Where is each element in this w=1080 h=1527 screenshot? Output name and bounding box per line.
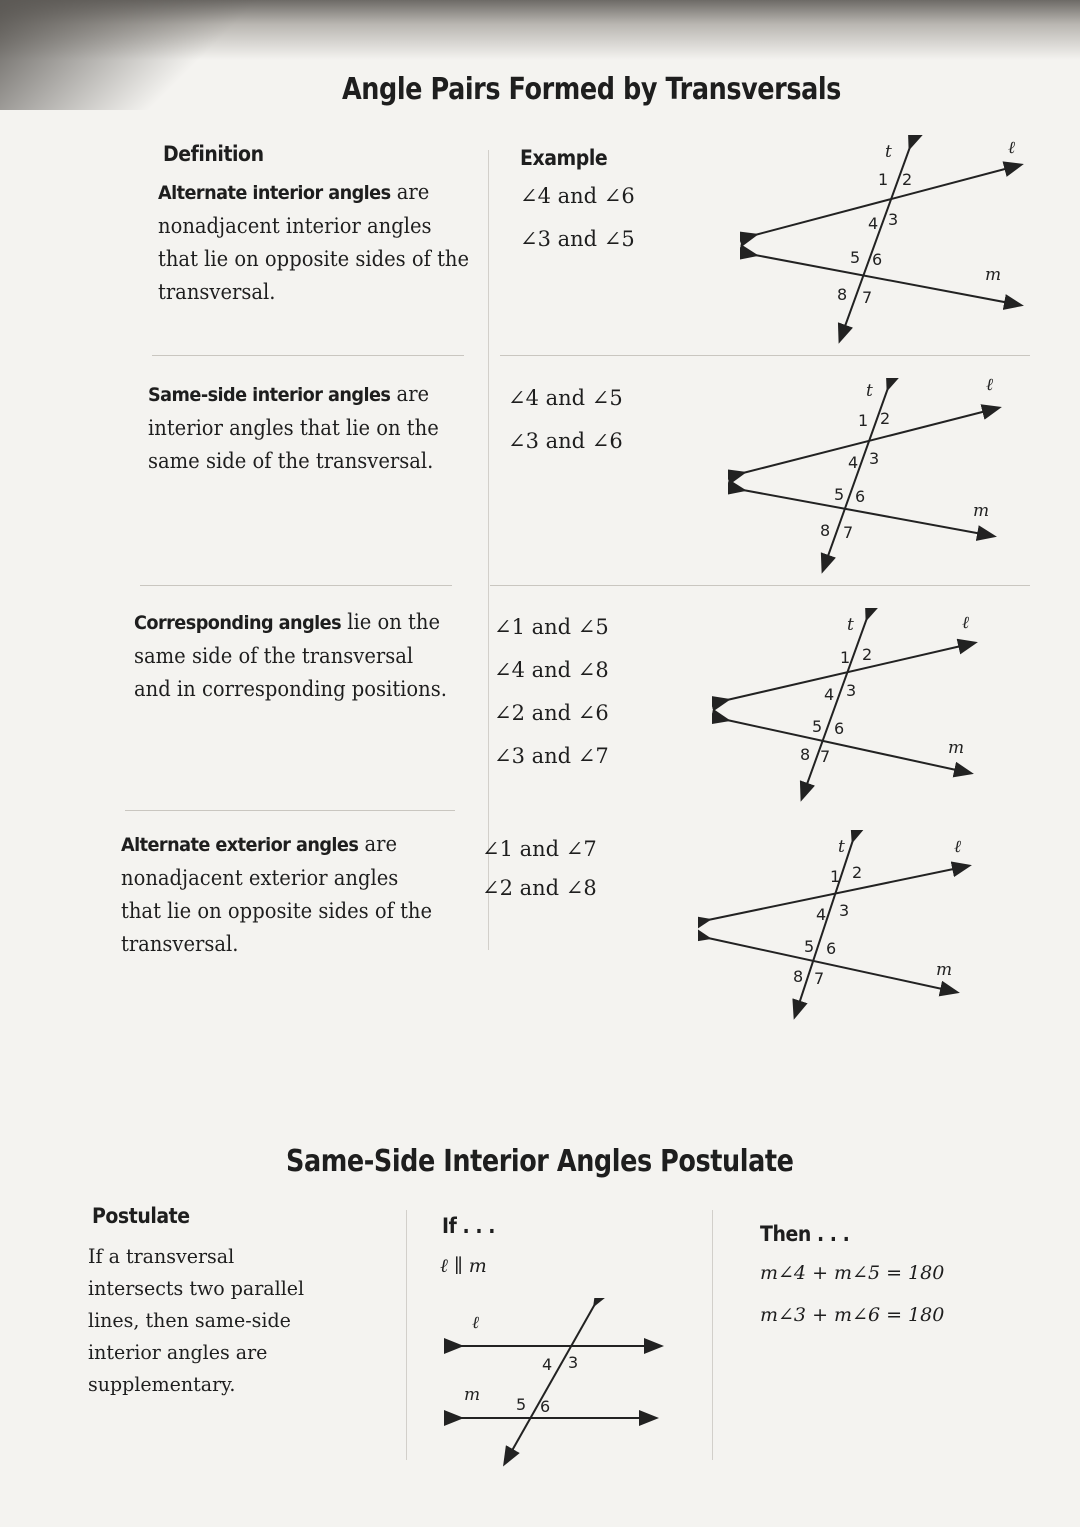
postulate-divider bbox=[406, 1210, 407, 1460]
angle-6: 6 bbox=[872, 250, 883, 269]
line-m bbox=[727, 720, 970, 773]
angle-4: 4 bbox=[542, 1355, 553, 1374]
angle-2: 2 bbox=[902, 170, 913, 189]
definition-text: are nonadjacent exterior angles that lie on opposite sides of the transversal. bbox=[121, 832, 433, 956]
if-header: If . . . bbox=[442, 1214, 495, 1238]
label-l: ℓ bbox=[472, 1313, 480, 1333]
transversal-t bbox=[802, 618, 867, 798]
label-t: t bbox=[866, 381, 873, 401]
angle-7: 7 bbox=[820, 747, 831, 766]
angle-6: 6 bbox=[834, 719, 845, 738]
row-divider bbox=[500, 355, 1030, 356]
definition-same-side-interior bbox=[148, 378, 464, 478]
definition-alternate-exterior bbox=[121, 828, 437, 961]
line-m bbox=[755, 255, 1020, 305]
angle-8: 8 bbox=[793, 967, 804, 986]
label-l: ℓ bbox=[954, 837, 962, 857]
row-divider bbox=[152, 355, 464, 356]
label-t: t bbox=[847, 615, 854, 635]
transversal bbox=[505, 1304, 595, 1463]
example-pair: ∠2 and ∠6 bbox=[494, 701, 609, 725]
angle-8: 8 bbox=[820, 521, 831, 540]
angle-4: 4 bbox=[824, 685, 835, 704]
angle-6: 6 bbox=[826, 939, 837, 958]
angle-2: 2 bbox=[862, 645, 873, 664]
example-corresponding bbox=[494, 606, 609, 778]
angle-4: 4 bbox=[848, 453, 859, 472]
example-header: Example bbox=[520, 146, 608, 170]
row-divider bbox=[140, 585, 452, 586]
angle-3: 3 bbox=[869, 449, 880, 468]
row-divider bbox=[490, 585, 1030, 586]
angle-3: 3 bbox=[839, 901, 850, 920]
angle-4: 4 bbox=[816, 905, 827, 924]
example-alternate-exterior bbox=[482, 828, 597, 910]
example-pair: ∠1 and ∠7 bbox=[482, 837, 597, 861]
angle-5: 5 bbox=[834, 485, 845, 504]
label-m: m bbox=[973, 501, 990, 521]
label-t: t bbox=[838, 837, 845, 857]
angle-3: 3 bbox=[846, 681, 857, 700]
label-l: ℓ bbox=[1008, 138, 1016, 158]
example-same-side-interior bbox=[508, 377, 623, 463]
postulate-divider bbox=[712, 1210, 713, 1460]
angle-8: 8 bbox=[837, 285, 848, 304]
angle-2: 2 bbox=[852, 863, 863, 882]
definition-alternate-interior bbox=[158, 176, 474, 309]
angle-4: 4 bbox=[868, 214, 879, 233]
angle-5: 5 bbox=[850, 248, 861, 267]
page-corner-shadow bbox=[0, 0, 260, 110]
example-pair: ∠4 and ∠8 bbox=[494, 658, 609, 682]
example-pair: ∠1 and ∠5 bbox=[494, 615, 609, 639]
transversal-diagram-1 bbox=[740, 135, 1040, 350]
definition-header: Definition bbox=[163, 142, 264, 166]
row-divider bbox=[125, 810, 455, 811]
parallel-lines-diagram bbox=[440, 1298, 680, 1468]
angle-3: 3 bbox=[888, 210, 899, 229]
example-pair: ∠4 and ∠5 bbox=[508, 386, 623, 410]
transversal-t bbox=[840, 147, 913, 340]
angle-1: 1 bbox=[840, 648, 851, 667]
label-m: m bbox=[985, 265, 1002, 285]
transversal-diagram-4 bbox=[698, 830, 978, 1020]
result-equation: m∠4 + m∠5 = 180 bbox=[760, 1262, 945, 1284]
definition-corresponding bbox=[134, 606, 450, 706]
label-m: m bbox=[948, 738, 965, 758]
angle-8: 8 bbox=[800, 745, 811, 764]
label-m: m bbox=[936, 960, 953, 980]
angle-6: 6 bbox=[540, 1397, 551, 1416]
example-pair: ∠3 and ∠5 bbox=[520, 227, 635, 251]
then-results bbox=[760, 1252, 944, 1336]
definition-text: are interior angles that lie on the same side of the transversal. bbox=[148, 382, 439, 473]
example-pair: ∠4 and ∠6 bbox=[520, 184, 635, 208]
angle-3: 3 bbox=[568, 1353, 579, 1372]
angle-1: 1 bbox=[858, 411, 869, 430]
label-l: ℓ bbox=[986, 378, 994, 395]
postulate-title: Same-Side Interior Angles Postulate bbox=[286, 1144, 794, 1179]
angle-7: 7 bbox=[814, 969, 825, 988]
example-pair: ∠3 and ∠6 bbox=[508, 429, 623, 453]
line-m bbox=[743, 490, 993, 536]
angle-1: 1 bbox=[830, 867, 841, 886]
transversal-t bbox=[823, 388, 891, 570]
term: Alternate interior angles bbox=[158, 182, 391, 204]
example-alternate-interior bbox=[520, 175, 635, 261]
transversal-t bbox=[795, 840, 853, 1016]
postulate-statement: If a transversal intersects two parallel lines, then same-side interior angles are supplementary. bbox=[88, 1244, 305, 1396]
definition-text: lie on the same side of the transversal and in corresponding positions. bbox=[134, 610, 447, 701]
then-header: Then . . . bbox=[760, 1222, 850, 1246]
example-pair: ∠2 and ∠8 bbox=[482, 876, 597, 900]
angle-7: 7 bbox=[862, 288, 873, 307]
term: Alternate exterior angles bbox=[121, 834, 359, 856]
angle-5: 5 bbox=[804, 937, 815, 956]
label-m: m bbox=[464, 1385, 481, 1405]
example-pair: ∠3 and ∠7 bbox=[494, 744, 609, 768]
postulate-header: Postulate bbox=[92, 1204, 190, 1228]
label-l: ℓ bbox=[962, 613, 970, 633]
angle-7: 7 bbox=[843, 523, 854, 542]
angle-5: 5 bbox=[516, 1395, 527, 1414]
transversal-diagram-3 bbox=[712, 608, 997, 803]
angle-5: 5 bbox=[812, 717, 823, 736]
result-equation: m∠3 + m∠6 = 180 bbox=[760, 1304, 945, 1326]
definition-text: are nonadjacent interior angles that lie on opposite sides of the transversal. bbox=[158, 180, 470, 304]
transversal-diagram-2 bbox=[728, 378, 1018, 578]
angle-2: 2 bbox=[880, 409, 891, 428]
term: Corresponding angles bbox=[134, 612, 342, 634]
label-t: t bbox=[885, 142, 892, 162]
if-condition: ℓ ∥ m bbox=[440, 1255, 487, 1277]
term: Same-side interior angles bbox=[148, 384, 391, 406]
angle-1: 1 bbox=[878, 170, 889, 189]
table-title: Angle Pairs Formed by Transversals bbox=[342, 72, 841, 107]
angle-6: 6 bbox=[855, 487, 866, 506]
